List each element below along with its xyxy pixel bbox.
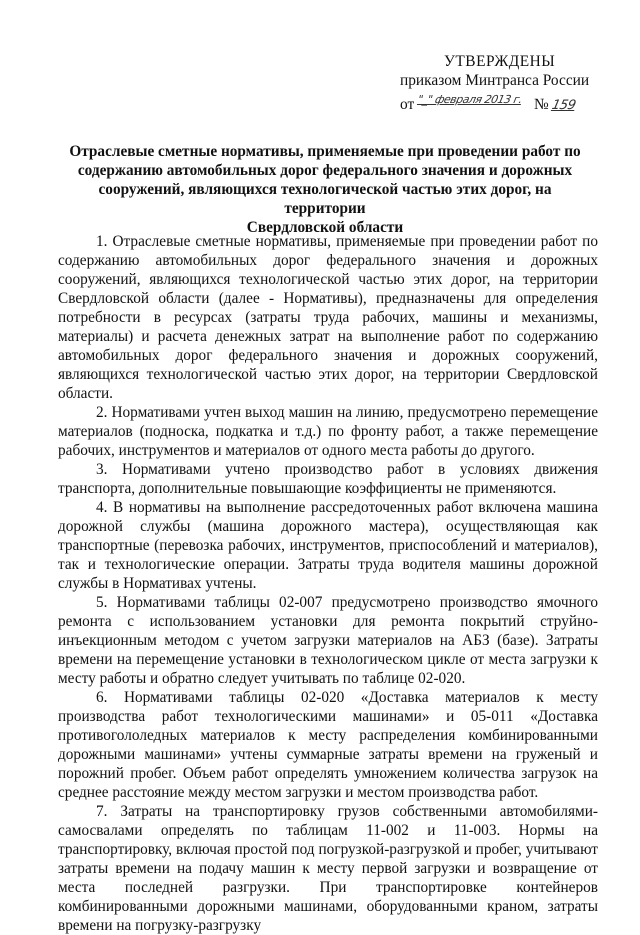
document-body	[58, 232, 598, 935]
approval-date-prefix: от	[400, 96, 415, 113]
document-title	[58, 142, 592, 237]
paragraph-1: 1. Отраслевые сметные нормативы, применяемые при проведении работ по содержанию автомобильных дорог федерального значения и дорожных сооружений, являющихся технологической частью этих дорог, на территории Свердловской области (далее - Нормативы), предназначены для определения потребности в ресурсах (затраты труда рабочих, машины и механизмы, материалы) и расчета денежных затрат на выполнение работ по содержанию автомобильных дорог федерального значения и дорожных сооружений, являющихся технологической частью этих дорог, на территории Свердловской области.	[58, 233, 598, 402]
approval-order-line: приказом Минтранса России	[400, 72, 590, 89]
paragraph-5: 5. Нормативами таблицы 02-007 предусмотрено производство ямочного ремонта с использованием установки для ремонта покрытий струйно-инъекционным методом с учетом загрузки материалов на АБЗ (базе). Затраты времени на перемещение установки в технологическом цикле от места загрузки к месту работы и обратно следует учитывать по таблице 02-020.	[58, 594, 598, 687]
approval-number-handwritten: 159	[550, 98, 578, 113]
approval-date-handwritten: "_" февраля 2013 г.	[416, 93, 524, 106]
paragraph-2: 2. Нормативами учтен выход машин на линию, предусмотрено перемещение материалов (подноска, подкатка и т.д.) по фронту работ, а также перемещение рабочих, инструментов и материалов от одного места работы до другого.	[58, 404, 598, 459]
approval-date-line	[400, 90, 620, 115]
paragraph-4: 4. В нормативы на выполнение рассредоточенных работ включена машина дорожной службы (машина дорожного мастера), осуществляющая как транспортные (перевозка рабочих, инструментов, приспособлений и материалов), так и технологические операции. Затраты труда водителя машины дорожной службы в Нормативах учтены.	[58, 499, 598, 592]
approval-stamp	[400, 52, 620, 115]
paragraph-7: 7. Затраты на транспортировку грузов собственными автомобилями-самосвалами определять по таблицам 11-002 и 11-003. Нормы на транспортировку, включая простой под погрузкой-разгрузкой и пробег, учитывают затраты времени на подачу машин к месту первой загрузки и возвращение от места последней разгрузки. При транспортировке контейнеров комбинированными дорожными машинами, оборудованными краном, затраты времени на погрузку-разгрузку	[58, 803, 598, 934]
title-line: Отраслевые сметные нормативы, применяемые при проведении работ по	[69, 143, 581, 160]
approval-number-prefix: №	[533, 96, 549, 113]
title-line: содержанию автомобильных дорог федерального значения и дорожных	[77, 162, 573, 179]
approval-title: УТВЕРЖДЕНЫ	[444, 53, 556, 70]
title-line: сооружений, являющихся технологической частью этих дорог, на территории	[98, 181, 552, 217]
paragraph-3: 3. Нормативами учтено производство работ в условиях движения транспорта, дополнительные повышающие коэффициенты не применяются.	[58, 461, 598, 497]
title-line: Свердловской области	[246, 219, 404, 236]
paragraph-6: 6. Нормативами таблицы 02-020 «Доставка материалов к месту производства работ технологическими машинами» и 05-011 «Доставка противогололедных материалов к месту распределения комбинированными дорожными машинами» учтены суммарные затраты времени на груженый и порожний пробег. Объем работ определять умножением количества загрузок на среднее расстояние между местом загрузки и местом производства работ.	[58, 689, 598, 801]
